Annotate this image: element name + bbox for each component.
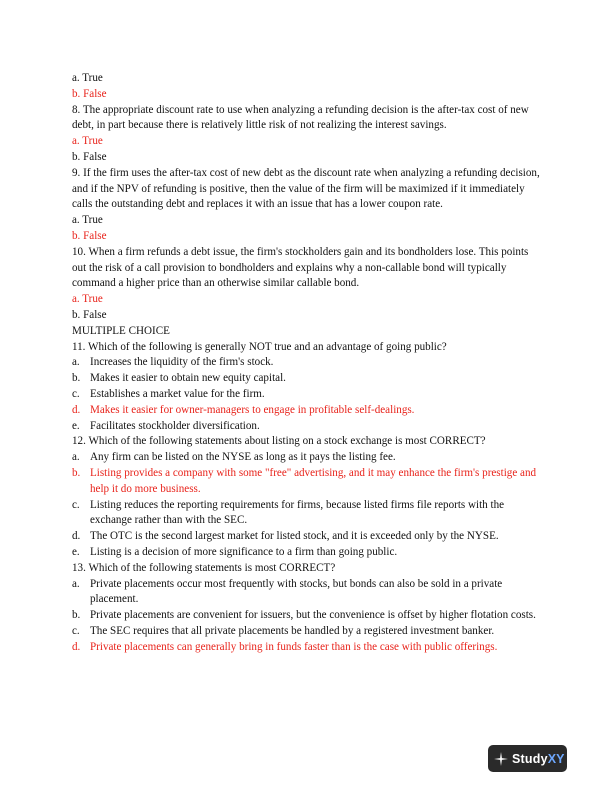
answer-option (72, 403, 542, 419)
question-text: 10. When a firm refunds a debt issue, the firm's stockholders gain and its bondholders lose. This points out the risk of a call provision to bondholders and explains why a non-callable bond will typically command a higher price than an otherwise similar callable bond. (72, 245, 529, 290)
option-letter: c. (72, 498, 80, 511)
option-text: The OTC is the second largest market for listed stock, and it is exceeded only by the NYSE. (90, 530, 499, 543)
question-text: 8. The appropriate discount rate to use when analyzing a refunding decision is the after-tax cost of new debt, in part because there is relatively little risk of not realizing the interest savings. (72, 103, 529, 132)
option-letter: b. (72, 466, 81, 479)
option-text: Facilitates stockholder diversification. (90, 419, 260, 432)
option-letter: e. (72, 545, 80, 558)
text-line: 12. Which of the following statements about listing on a stock exchange is most CORRECT? (72, 435, 486, 448)
option (72, 371, 542, 387)
text-line: a. True (72, 72, 103, 84)
option-text: Any firm can be listed on the NYSE as long as it pays the listing fee. (90, 451, 396, 464)
text-line: 13. Which of the following statements is most CORRECT? (72, 561, 336, 574)
option (72, 608, 542, 624)
option-text: Private placements can generally bring in funds faster than is the case with public offerings. (90, 640, 498, 653)
text-line: MULTIPLE CHOICE (72, 324, 170, 337)
option-letter: c. (72, 387, 80, 400)
option (72, 387, 542, 403)
option-letter: e. (72, 419, 80, 432)
option-text: Establishes a market value for the firm. (90, 387, 265, 400)
option-letter: a. (72, 577, 80, 590)
document-body (72, 71, 542, 655)
option-text: Increases the liquidity of the firm's stock. (90, 356, 274, 369)
option-letter: d. (72, 640, 81, 653)
option-text: Listing provides a company with some "free" advertising, and it may enhance the firm's prestige and help it do more business. (90, 466, 537, 495)
option-text: Private placements occur most frequently with stocks, but bonds can also be sold in a private placement. (90, 577, 503, 606)
option (72, 624, 542, 640)
option-letter: d. (72, 530, 81, 543)
text-line: a. True (72, 214, 103, 227)
logo-suffix-text: XY (547, 751, 565, 766)
option-text: Listing reduces the reporting requirements for firms, because listed firms file reports with the exchange rather than with the SEC. (90, 498, 505, 527)
option (72, 498, 542, 530)
option-text: The SEC requires that all private placements be handled by a registered investment banker. (90, 624, 495, 637)
answer-line: a. True (72, 135, 103, 148)
option-letter: b. (72, 372, 81, 385)
option-text: Listing is a decision of more significance to a firm than going public. (90, 545, 398, 558)
logo-brand-text: Study (512, 751, 548, 766)
answer-line: a. True (72, 293, 103, 306)
text-line: b. False (72, 308, 107, 321)
option-letter: c. (72, 624, 80, 637)
plus-sparkle-icon (494, 752, 508, 766)
option-letter: d. (72, 403, 81, 416)
option (72, 529, 542, 545)
option (72, 419, 542, 435)
option-text: Private placements are convenient for issuers, but the convenience is offset by higher flotation costs. (90, 609, 536, 622)
option (72, 545, 542, 561)
option-text: Makes it easier to obtain new equity capital. (90, 372, 286, 385)
option (72, 450, 542, 466)
option-letter: a. (72, 451, 80, 464)
option-text: Makes it easier for owner-managers to engage in profitable self-dealings. (90, 403, 415, 416)
question-text: 9. If the firm uses the after-tax cost of new debt as the discount rate when analyzing a refunding decision, and if the NPV of refunding is positive, then the value of the firm will be maximized if it immediately calls the outstanding debt and replaces it with an issue that has a lower coupon rate. (72, 166, 540, 211)
text-line: 11. Which of the following is generally NOT true and an advantage of going public? (72, 340, 447, 353)
option-letter: b. (72, 609, 81, 622)
answer-line: b. False (72, 87, 107, 100)
text-line: b. False (72, 150, 107, 163)
answer-option (72, 640, 542, 656)
answer-option (72, 466, 542, 498)
option (72, 577, 542, 609)
option (72, 355, 542, 371)
answer-line: b. False (72, 229, 107, 242)
studyxy-logo (488, 745, 567, 772)
option-letter: a. (72, 356, 80, 369)
